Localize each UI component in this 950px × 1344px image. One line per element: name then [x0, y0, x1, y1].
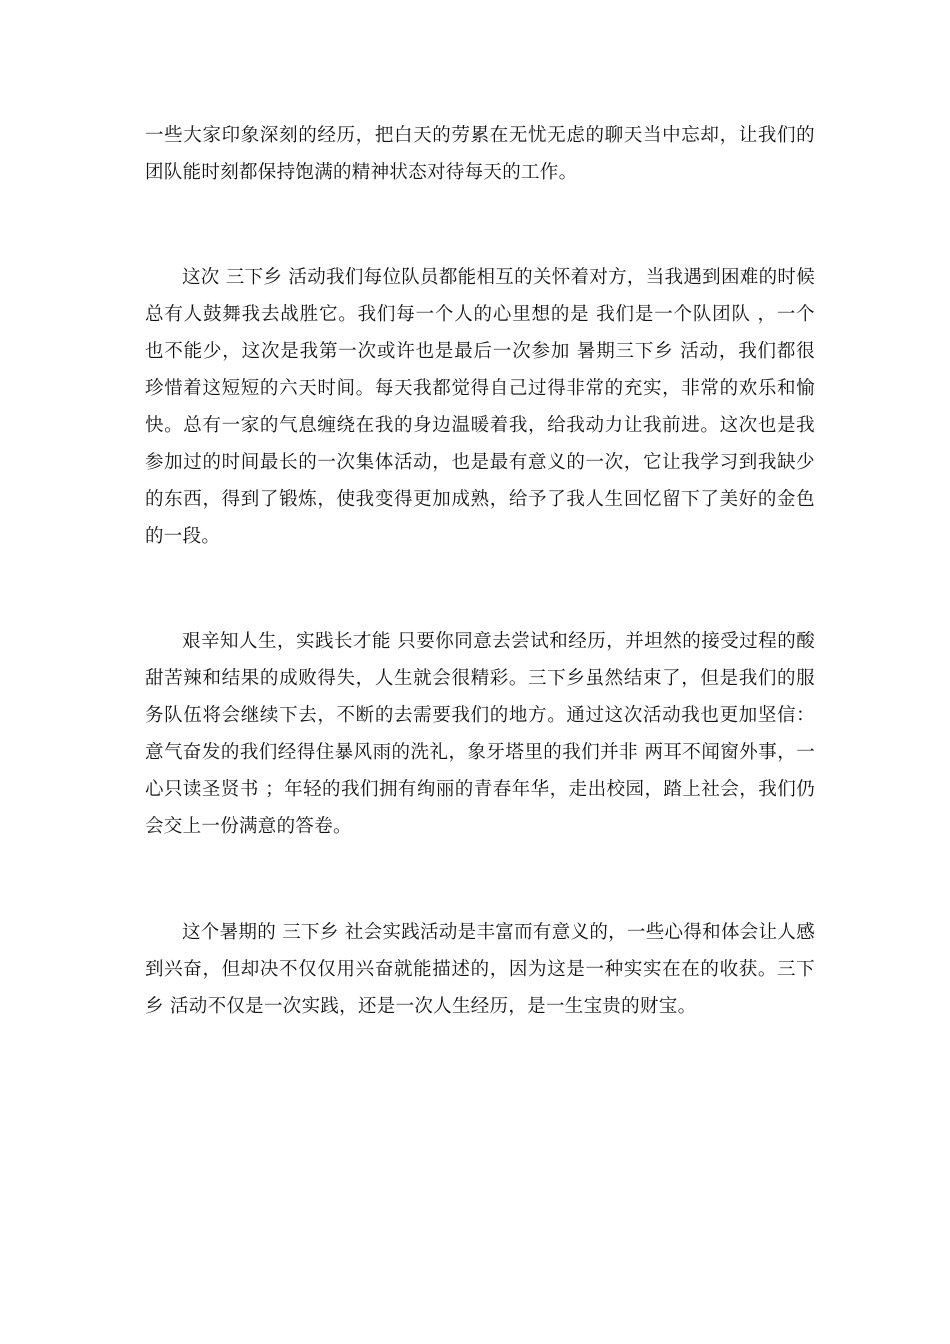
paragraph-2: 这次 三下乡 活动我们每位队员都能相互的关怀着对方，当我遇到困难的时候总有人鼓舞我去战胜它。我们每一个人的心里想的是 我们是一个队团队 ，一个也不能少，这次是我第一次或许也是最后一次参加 暑期三下乡 活动，我们都很珍惜着这短短的六天时间。每天我都觉得自己过得非常的充实，非常的欢乐和愉快。总有一家的气息缠绕在我的身边温暖着我，给我动力让我前进。这次也是我参加过的时间最长的一次集体活动，也是最有意义的一次，它让我学习到我缺少的东西，得到了锻炼，使我变得更加成熟，给予了我人生回忆留下了美好的金色的一段。 — [145, 267, 815, 547]
paragraph-1: 一些大家印象深刻的经历，把白天的劳累在无忧无虑的聊天当中忘却，让我们的团队能时刻都保持饱满的精神状态对待每天的工作。 — [145, 125, 815, 183]
paragraph-4: 这个暑期的 三下乡 社会实践活动是丰富而有意义的，一些心得和体会让人感到兴奋，但却决不仅仅用兴奋就能描述的，因为这是一种实实在在的收获。三下乡 活动不仅是一次实践，还是一次人生经历，是一生宝贵的财宝。 — [145, 922, 815, 1017]
paragraph-3: 艰辛知人生，实践长才能 只要你同意去尝试和经历，并坦然的接受过程的酸甜苦辣和结果的成败得失，人生就会很精彩。三下乡虽然结束了，但是我们的服务队伍将会继续下去，不断的去需要我们的地方。通过这次活动我也更加坚信：意气奋发的我们经得住暴风雨的洗礼，象牙塔里的我们并非 两耳不闻窗外事，一心只读圣贤书 ；年轻的我们拥有绚丽的青春年华，走出校园，踏上社会，我们仍会交上一份满意的答卷。 — [145, 631, 815, 837]
